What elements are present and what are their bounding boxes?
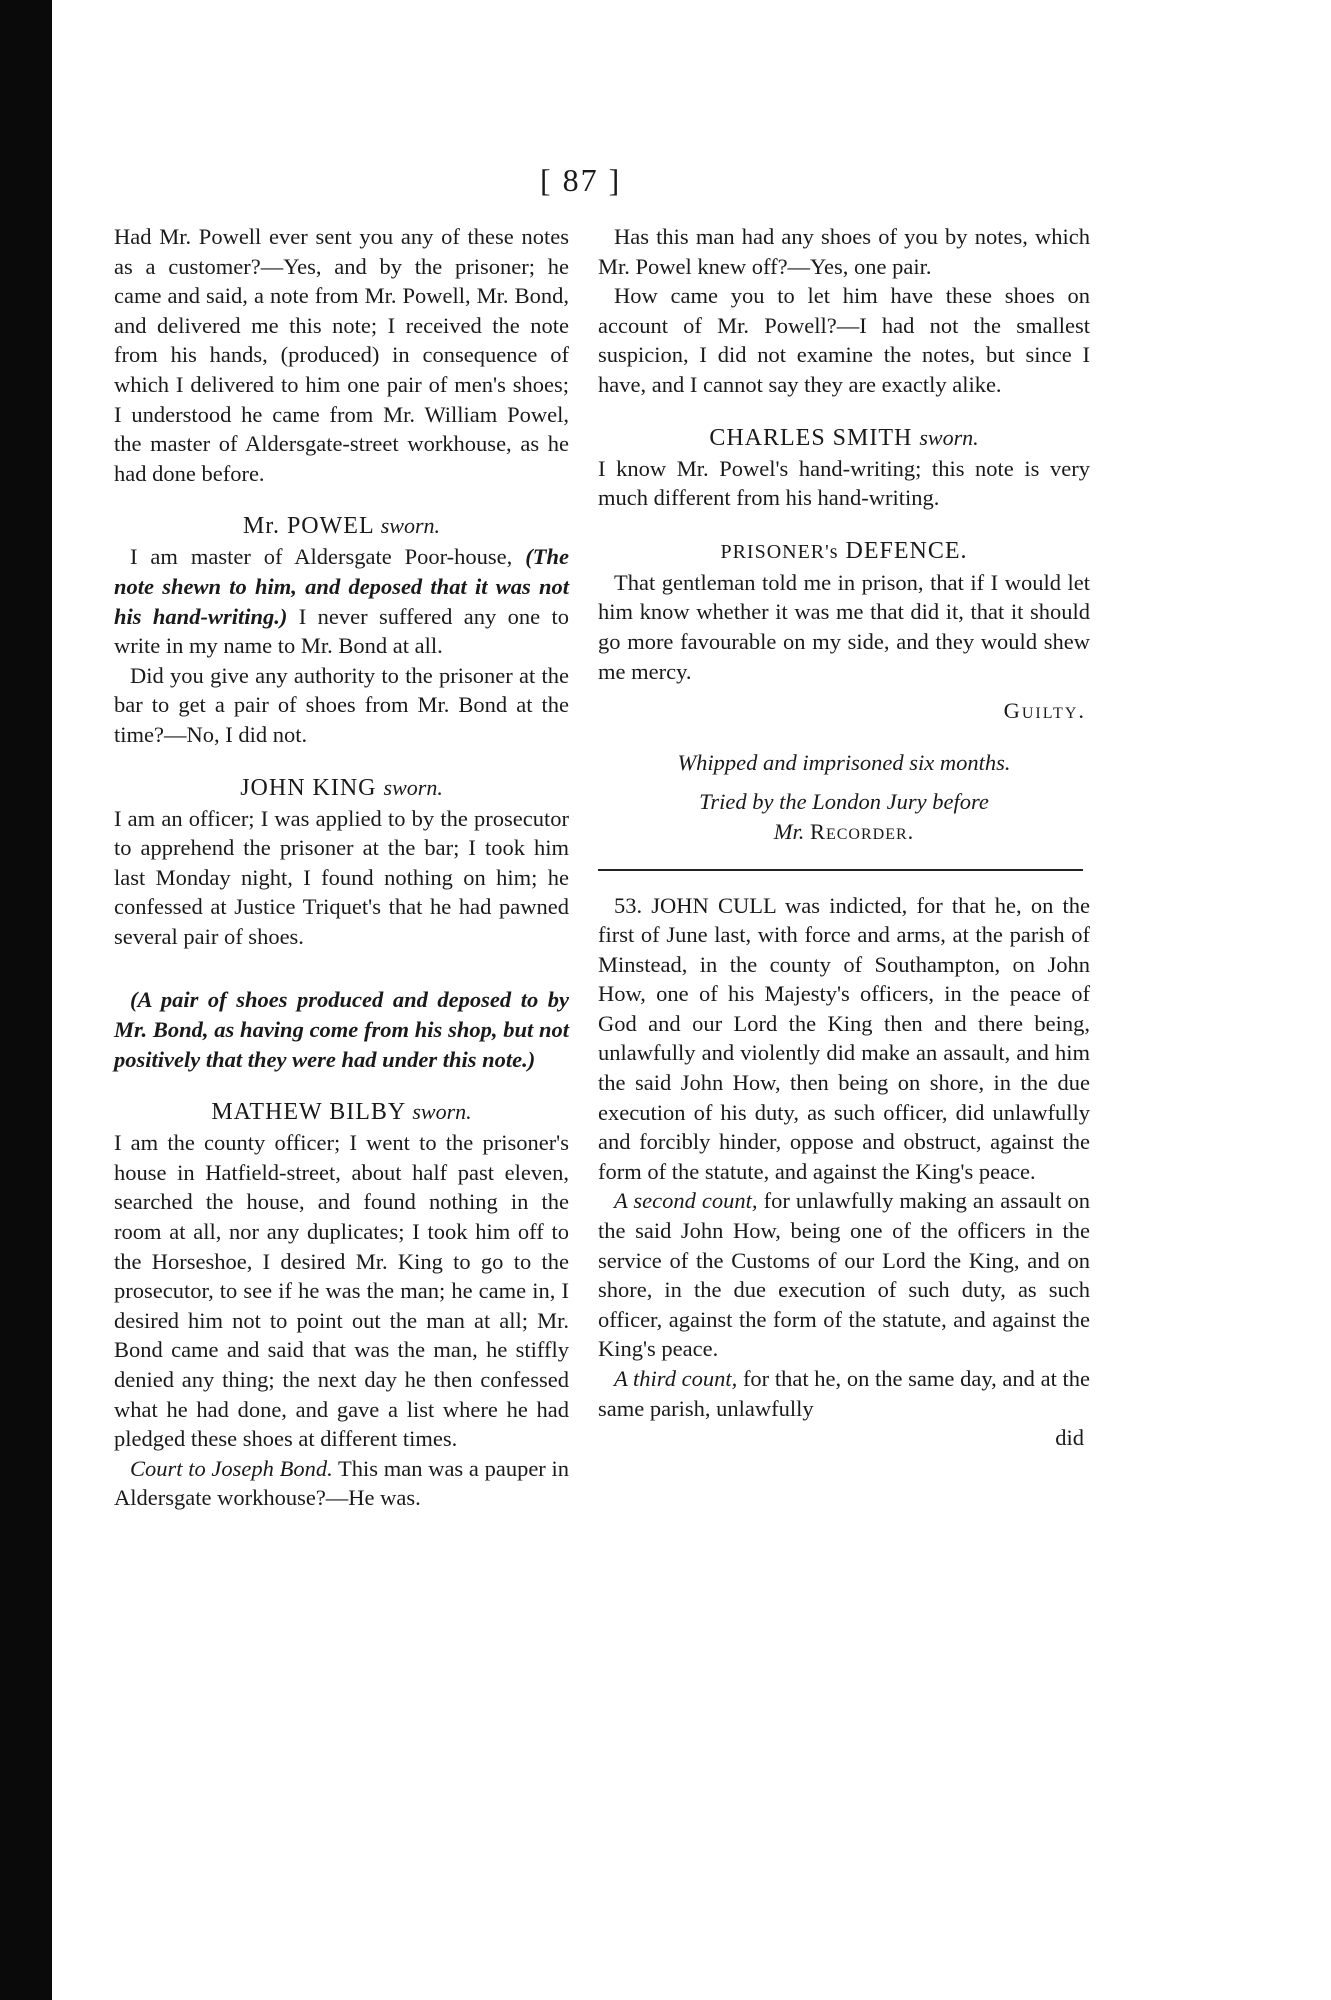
witness-heading-smith (598, 422, 1090, 454)
sentence: Whipped and imprisoned six months. (677, 749, 1011, 775)
testimony-text: This man was a pauper in Aldersgate workhouse?—He was. (114, 1455, 570, 1511)
count-lead: A third count, (614, 1366, 738, 1391)
testimony-text: I am master of Aldersgate Poor-house, (130, 544, 513, 570)
sworn-label: sworn. (919, 424, 979, 450)
testimony-paragraph: I know Mr. Powel's hand-writing; this note is very much different from his hand-writing. (598, 455, 1090, 511)
trial-text: Tried by the London Jury before (699, 789, 989, 815)
testimony-paragraph: Had Mr. Powell ever sent you any of these notes as a customer?—Yes, and by the prisoner; he came and said, a note from Mr. Powell, Mr. Bond, and delivered me this note; I received the note from his hands, (produced) in consequence of which I delivered to him one pair of men's shoes; I understood he came from Mr. William Powel, the master of Aldersgate-street workhouse, as he had done before. (114, 224, 569, 486)
case-paragraph (598, 1364, 1090, 1423)
section-divider (598, 869, 1083, 871)
case-paragraph: 53. JOHN CULL was indicted, for that he, on the first of June last, with force and arms, at the parish of Minstead, in the county of Southampton, on John How, one of his Majesty's officers, in the peace of God and our Lord the King then and there being, unlawfully and violently did make an assault, and him the said John How, then being on shore, in the due execution of his duty, as such officer, did unlawfully and forcibly hinder, oppose and obstruct, against the form of the statute, and against the King's peace. (598, 892, 1090, 1184)
testimony-paragraph: I am the county officer; I went to the prisoner's house in Hatfield-street, about half past eleven, searched the house, and found nothing in the room at all, nor any duplicates; I took him off to the Horseshoe, I desired Mr. King to go to the prosecutor, to see if he was the man; he came in, I desired him not to point out the man at all; Mr. Bond came and said that was the man, he stiffly denied any thing; the next day he then confessed what he had done, and gave a list where he had pledged these shoes at different times. (114, 1130, 569, 1452)
witness-name: CHARLES SMITH (709, 424, 913, 451)
trial-text: Mr. (773, 818, 805, 844)
witness-heading-bilby (114, 1096, 569, 1128)
testimony-paragraph: How came you to let him have these shoes on account of Mr. Powell?—I had not the smallest suspicion, I did not examine the notes, but since I have, and I cannot say they are exactly alike. (598, 283, 1090, 397)
testimony-paragraph: I am an officer; I was applied to by the prosecutor to apprehend the prisoner at the bar; I took him last Monday night, I found nothing on him; he confessed at Justice Triquet's that he had pawned several pair of shoes. (114, 805, 569, 949)
testimony-paragraph (114, 1454, 569, 1513)
case-text: for unlawfully making an assault on the said John How, being one of the officers in the service of the Customs of our Lord the King, and on shore, in the due execution of such duty, as such officer, against the form of the statute, and against the King's peace. (598, 1188, 1090, 1362)
witness-name: Mr. POWEL (242, 513, 374, 540)
testimony-paragraph: Did you give any authority to the prisoner at the bar to get a pair of shoes from Mr. Bond at the time?—No, I did not. (114, 662, 569, 747)
court-note: (A pair of shoes produced and deposed to by Mr. Bond, as having come from his shop, but not positively that they were had under this note.) (114, 987, 569, 1072)
recorder-label: Recorder. (809, 818, 915, 844)
catchword: did (1055, 1425, 1084, 1451)
speaker-lead: Court to Joseph Bond. (130, 1455, 333, 1481)
witness-heading-powel (114, 510, 569, 542)
right-column (598, 222, 1090, 1453)
witness-heading-king (114, 772, 569, 804)
testimony-paragraph: That gentleman told me in prison, that if I would let him know whether it was me that did it, that it should go more favourable on my side, and they would shew me mercy. (598, 569, 1090, 684)
verdict: Guilty. (1003, 698, 1086, 724)
defence-label: PRISONER's (720, 540, 839, 563)
sworn-label: sworn. (412, 1099, 472, 1125)
testimony-text: I never suffered any one to write in my name to Mr. Bond at all. (114, 603, 569, 659)
sworn-label: sworn. (380, 513, 441, 539)
page-number: [ 87 ] (540, 162, 622, 198)
testimony-paragraph: Has this man had any shoes of you by notes, which Mr. Powel knew off?—Yes, one pair. (598, 224, 1090, 279)
witness-name: MATHEW BILBY (211, 1099, 406, 1126)
court-note: (The note shewn to him, and deposed that it was not his hand-writing.) (114, 544, 569, 629)
defence-label: DEFENCE. (845, 537, 968, 564)
witness-name: JOHN KING (240, 774, 377, 801)
sworn-label: sworn. (383, 774, 443, 800)
testimony-paragraph (114, 542, 569, 660)
book-spine-shadow (0, 0, 52, 2000)
trial-note (598, 787, 1090, 846)
case-paragraph (598, 1186, 1090, 1364)
count-lead: A second count, (614, 1188, 758, 1214)
defence-heading (598, 535, 1090, 568)
left-column (114, 222, 569, 1513)
case-text: for that he, on the same day, and at the same parish, unlawfully (598, 1366, 1091, 1421)
